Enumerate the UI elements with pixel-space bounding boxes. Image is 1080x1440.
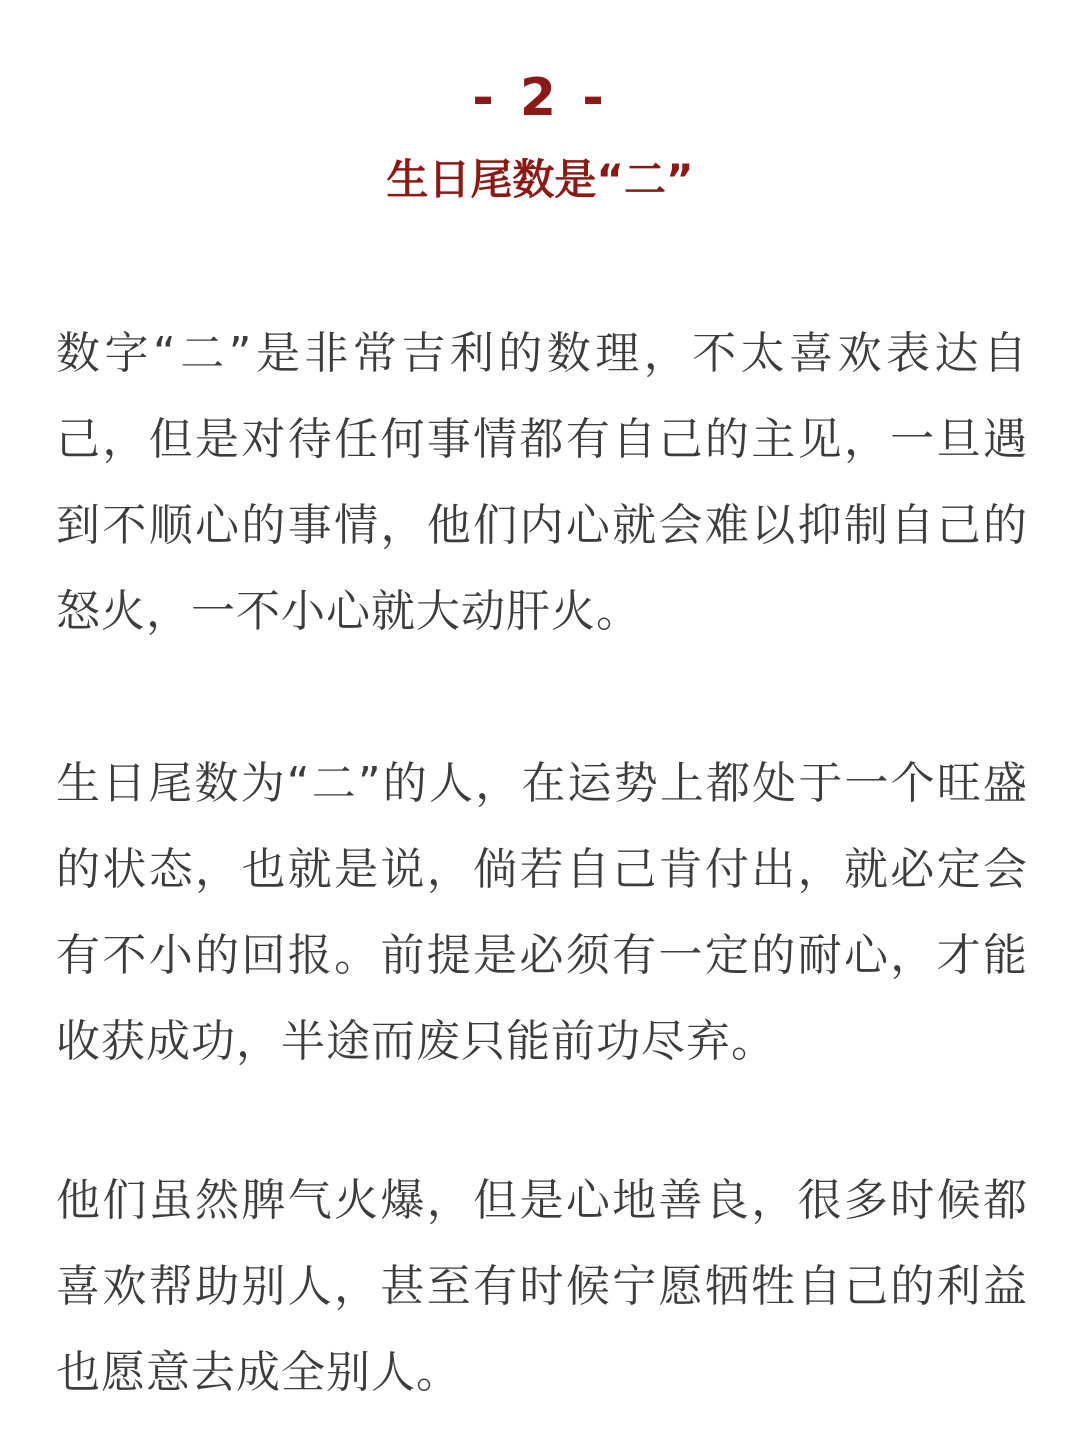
- paragraph-3: 他们虽然脾气火爆，但是心地善良，很多时候都喜欢帮助别人，甚至有时候宁愿牺牲自己的利益也愿意去成全别人。: [56, 1175, 1028, 1398]
- section-number: - 2 -: [472, 68, 608, 128]
- section-title: 生日尾数是“二”: [386, 155, 694, 204]
- paragraph-2: 生日尾数为“二”的人，在运势上都处于一个旺盛的状态，也就是说，倘若自己肯付出，就必定会有不小的回报。前提是必须有一定的耐心，才能收获成功，半途而废只能前功尽弃。: [56, 758, 1028, 1067]
- paragraph-1: 数字“二”是非常吉利的数理，不太喜欢表达自己，但是对待任何事情都有自己的主见，一旦遇到不顺心的事情，他们内心就会难以抑制自己的怒火，一不小心就大动肝火。: [56, 328, 1028, 637]
